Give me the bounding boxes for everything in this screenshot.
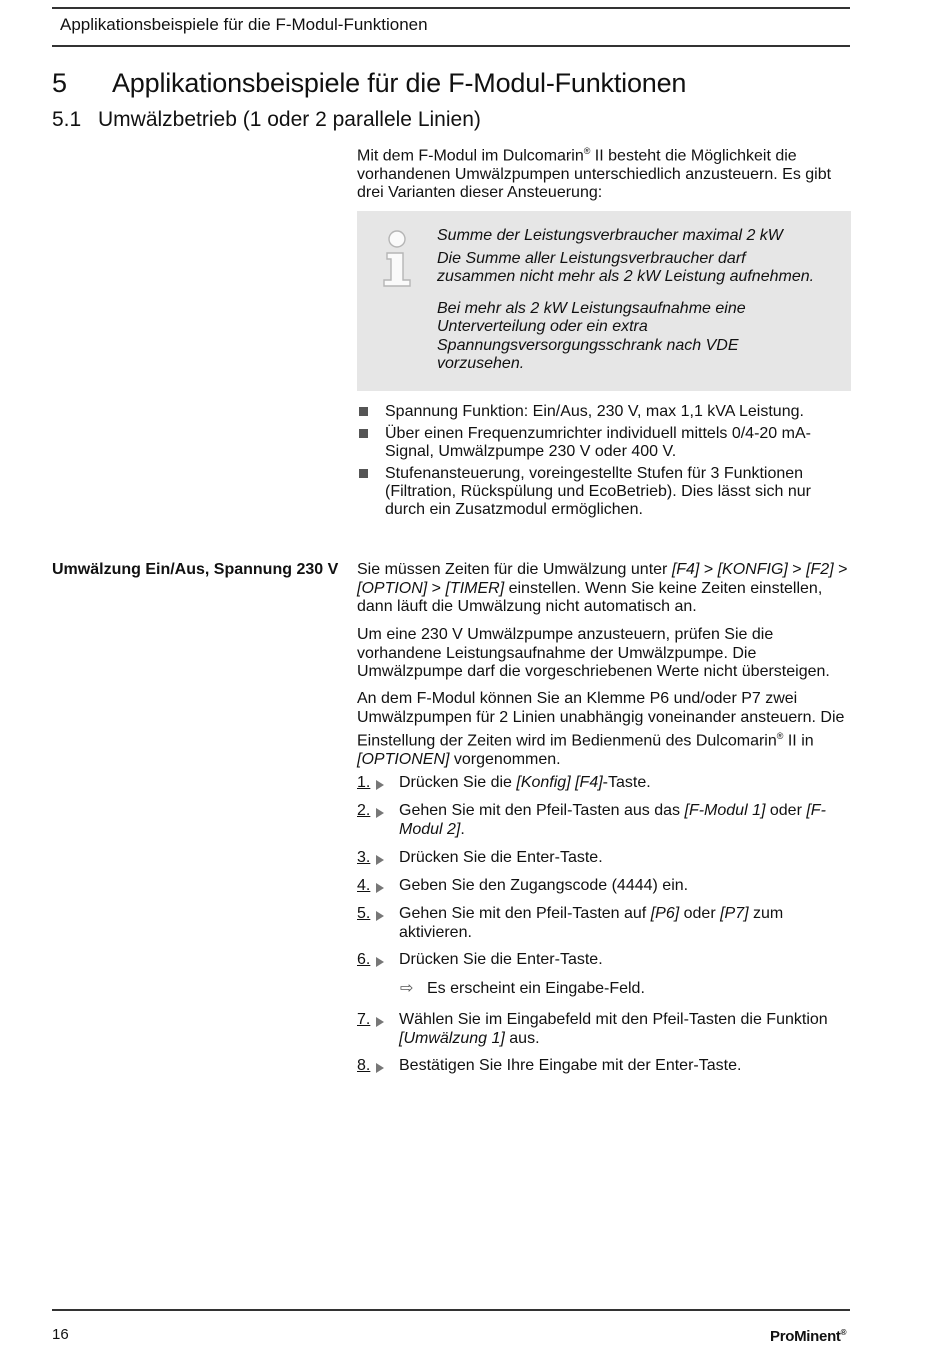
step-1: 1. Drücken Sie die [Konfig] [F4]-Taste. xyxy=(357,774,651,791)
step-7: 7. Wählen Sie im Eingabefeld mit den Pfeil-Tasten die Funktion [Umwälzung 1] aus. xyxy=(357,1011,828,1047)
note-paragraph-1: Die Summe aller Leistungsverbraucher darf zusammen nicht mehr als 2 kW Leistung aufnehmen. xyxy=(437,249,815,285)
step-number: 3. xyxy=(357,849,371,866)
result-arrow-icon: ⇨ xyxy=(400,980,414,997)
bullet-square-icon xyxy=(359,407,368,416)
step-arrow-icon xyxy=(376,1017,384,1027)
info-icon xyxy=(381,229,417,289)
step-result xyxy=(400,980,645,999)
step-6: 6. Drücken Sie die Enter-Taste. xyxy=(357,951,603,968)
paragraph-power-check: Um eine 230 V Umwälzpumpe anzusteuern, prüfen Sie die vorhandene Leistungsaufnahme der Umwälzpumpe. Die Umwälzpumpe darf die vorgeschriebenen Werte nicht übersteigen. xyxy=(357,626,830,680)
step-number: 6. xyxy=(357,951,371,968)
chapter-number: 5 xyxy=(52,68,67,98)
registered-mark: ® xyxy=(583,146,591,156)
note-title: Summe der Leistungsverbraucher maximal 2 kW xyxy=(437,227,783,244)
list-item-text: Spannung Funktion: Ein/Aus, 230 V, max 1,1 kVA Leistung. xyxy=(385,403,804,420)
side-heading: Umwälzung Ein/Aus, Spannung 230 V xyxy=(52,561,339,578)
step-number: 4. xyxy=(357,877,371,894)
list-item xyxy=(357,425,847,461)
step-3: 3. Drücken Sie die Enter-Taste. xyxy=(357,849,603,866)
footer-rule xyxy=(52,1309,850,1311)
result-text: Es erscheint ein Eingabe-Feld. xyxy=(427,980,645,997)
header-rule-top xyxy=(52,7,850,9)
step-arrow-icon xyxy=(376,957,384,967)
step-number: 1. xyxy=(357,774,371,791)
step-arrow-icon xyxy=(376,855,384,865)
info-note-box xyxy=(357,211,851,391)
step-arrow-icon xyxy=(376,911,384,921)
step-number: 5. xyxy=(357,905,371,922)
step-number: 8. xyxy=(357,1057,371,1074)
paragraph-terminals: An dem F-Modul können Sie an Klemme P6 und/oder P7 zwei Umwälzpumpen für 2 Linien unabhängig voneinander ansteuern. Die Einstellung der Zeiten wird im Bedienmenü des Dulcomarin® II in [OPTIONEN] vorgenommen. xyxy=(357,690,845,768)
note-paragraph-2: Bei mehr als 2 kW Leistungsaufnahme eine Unterverteilung oder ein extra Spannungsversorgungsschrank nach VDE vorzusehen. xyxy=(437,299,746,372)
step-number: 7. xyxy=(357,1011,371,1028)
section-title: Umwälzbetrieb (1 oder 2 parallele Linien) xyxy=(98,108,481,131)
section-number: 5.1 xyxy=(52,108,82,131)
page-number: 16 xyxy=(52,1326,69,1343)
step-5: 5. Gehen Sie mit den Pfeil-Tasten auf [P6] oder [P7] zum aktivieren. xyxy=(357,905,784,941)
step-arrow-icon xyxy=(376,883,384,893)
bullet-square-icon xyxy=(359,429,368,438)
header-rule-bottom xyxy=(52,45,850,47)
list-item xyxy=(357,403,847,421)
section-heading xyxy=(52,108,481,132)
step-8: 8. Bestätigen Sie Ihre Eingabe mit der Enter-Taste. xyxy=(357,1057,742,1074)
step-2: 2. Gehen Sie mit den Pfeil-Tasten aus das [F-Modul 1] oder [F-Modul 2]. xyxy=(357,802,826,838)
bullet-square-icon xyxy=(359,469,368,478)
step-4: 4. Geben Sie den Zugangscode (4444) ein. xyxy=(357,877,689,894)
running-header: Applikationsbeispiele für die F-Modul-Funktionen xyxy=(60,15,428,34)
variant-list xyxy=(357,403,847,523)
list-item xyxy=(357,465,847,519)
intro-paragraph xyxy=(357,142,852,203)
list-item-text: Stufenansteuerung, voreingestellte Stufen für 3 Funktionen (Filtration, Rückspülung und EcoBetrieb). Dies lässt sich nur durch ein Zusatzmodul ermöglichen. xyxy=(385,465,811,518)
step-arrow-icon xyxy=(376,780,384,790)
brand-logo: ProMinent® xyxy=(770,1328,847,1345)
chapter-heading xyxy=(52,68,686,99)
step-number: 2. xyxy=(357,802,371,819)
step-arrow-icon xyxy=(376,808,384,818)
step-arrow-icon xyxy=(376,1063,384,1073)
list-item-text: Über einen Frequenzumrichter individuell mittels 0/4-20 mA-Signal, Umwälzpumpe 230 V oder 400 V. xyxy=(385,425,811,460)
intro-text-a: Mit dem F-Modul im Dulcomarin xyxy=(357,147,584,165)
paragraph-timer: Sie müssen Zeiten für die Umwälzung unter [F4] > [KONFIG] > [F2] > [OPTION] > [TIMER] einstellen. Wenn Sie keine Zeiten einstellen, dann läuft die Umwälzung nicht automatisch an. xyxy=(357,561,848,615)
intro-text-b: II besteht die Möglichkeit die vorhandenen Umwälzpumpen unterschiedlich anzusteuern. Es gibt drei Varianten dieser Ansteuerung: xyxy=(357,147,832,202)
chapter-title: Applikationsbeispiele für die F-Modul-Funktionen xyxy=(112,68,687,98)
